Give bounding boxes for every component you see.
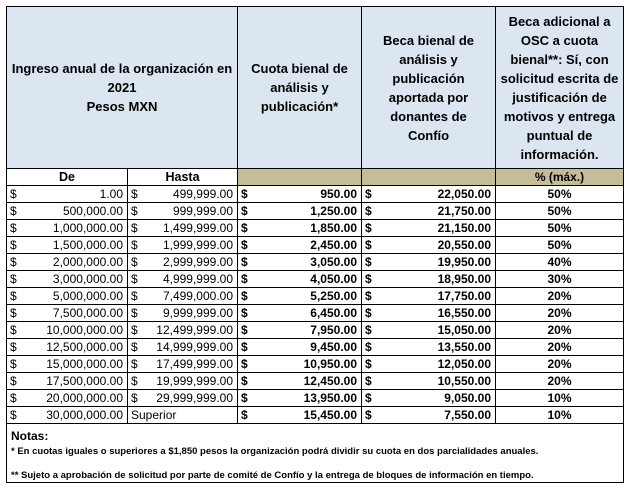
currency-symbol: $ — [10, 357, 17, 371]
table-row — [7, 220, 624, 237]
to-value: 2,999,999.00 — [162, 255, 234, 269]
cell-fee — [238, 390, 362, 407]
currency-symbol: $ — [365, 306, 372, 320]
currency-symbol: $ — [241, 340, 248, 354]
cell-to — [128, 271, 238, 288]
from-value: 10,000,000.00 — [46, 323, 123, 337]
cell-pct: 50% — [496, 203, 624, 220]
to-value: 29,999,999.00 — [156, 391, 234, 405]
grant-value: 18,950.00 — [437, 272, 492, 286]
cell-grant — [362, 288, 496, 305]
table-row — [7, 237, 624, 254]
from-value: 2,000,000.00 — [52, 255, 123, 269]
table-row — [7, 322, 624, 339]
currency-symbol: $ — [131, 340, 138, 354]
cell-from — [7, 203, 128, 220]
currency-symbol: $ — [241, 272, 248, 286]
cell-grant — [362, 271, 496, 288]
cell-grant — [362, 322, 496, 339]
grant-value: 19,950.00 — [437, 255, 492, 269]
cell-grant — [362, 390, 496, 407]
table-row — [7, 254, 624, 271]
from-value: 1,000,000.00 — [52, 221, 123, 235]
cell-fee — [238, 254, 362, 271]
cell-pct: 20% — [496, 356, 624, 373]
from-value: 30,000,000.00 — [46, 408, 123, 422]
cell-to — [128, 237, 238, 254]
cell-fee — [238, 407, 362, 424]
fee-value: 1,250.00 — [310, 204, 358, 218]
from-value: 20,000,000.00 — [46, 391, 123, 405]
currency-symbol: $ — [365, 238, 372, 252]
currency-symbol: $ — [241, 374, 248, 388]
table-row — [7, 186, 624, 203]
cell-grant — [362, 339, 496, 356]
currency-symbol: $ — [241, 204, 248, 218]
grant-value: 21,750.00 — [437, 204, 492, 218]
cell-pct: 20% — [496, 373, 624, 390]
currency-symbol: $ — [131, 306, 138, 320]
currency-symbol: $ — [241, 306, 248, 320]
currency-symbol: $ — [131, 187, 138, 201]
from-value: 1.00 — [99, 187, 123, 201]
header-row — [7, 7, 624, 169]
currency-symbol: $ — [241, 391, 248, 405]
to-value: 1,499,999.00 — [162, 221, 234, 235]
grant-header — [362, 7, 496, 169]
fee-value: 6,450.00 — [310, 306, 358, 320]
cell-to — [128, 339, 238, 356]
currency-symbol: $ — [131, 255, 138, 269]
currency-symbol: $ — [365, 204, 372, 218]
income-header-line1: Ingreso anual de la organización en — [11, 61, 233, 76]
to-value: 17,499,999.00 — [156, 357, 234, 371]
currency-symbol: $ — [365, 255, 372, 269]
cell-from — [7, 356, 128, 373]
cell-to — [128, 203, 238, 220]
currency-symbol: $ — [10, 408, 17, 422]
cell-grant — [362, 186, 496, 203]
currency-symbol: $ — [365, 289, 372, 303]
cell-pct: 50% — [496, 220, 624, 237]
currency-symbol: $ — [241, 238, 248, 252]
currency-symbol: $ — [10, 340, 17, 354]
from-value: 7,500,000.00 — [52, 306, 123, 320]
currency-symbol: $ — [365, 272, 372, 286]
cell-fee — [238, 305, 362, 322]
currency-symbol: $ — [131, 272, 138, 286]
table-row — [7, 305, 624, 322]
subheader-row — [7, 169, 624, 186]
to-value: 999,999.00 — [172, 204, 234, 218]
fee-value: 950.00 — [320, 187, 358, 201]
cell-grant — [362, 373, 496, 390]
currency-symbol: $ — [241, 323, 248, 337]
currency-symbol: $ — [241, 289, 248, 303]
cell-from — [7, 186, 128, 203]
currency-symbol: $ — [10, 323, 17, 337]
cell-from — [7, 390, 128, 407]
currency-symbol: $ — [241, 255, 248, 269]
grant-value: 10,550.00 — [437, 374, 492, 388]
cell-to — [128, 288, 238, 305]
cell-fee — [238, 237, 362, 254]
cell-pct: 10% — [496, 390, 624, 407]
currency-symbol: $ — [241, 408, 248, 422]
grant-value: 17,750.00 — [437, 289, 492, 303]
from-value: 5,000,000.00 — [52, 289, 123, 303]
cell-pct: 20% — [496, 288, 624, 305]
currency-symbol: $ — [365, 391, 372, 405]
grant-subheader — [362, 169, 496, 186]
cell-from — [7, 407, 128, 424]
currency-symbol: $ — [365, 357, 372, 371]
from-value: 15,000,000.00 — [46, 357, 123, 371]
fee-value: 3,050.00 — [310, 255, 358, 269]
fee-header — [238, 7, 362, 169]
from-subheader: De — [7, 169, 128, 186]
cell-from — [7, 237, 128, 254]
currency-symbol: $ — [10, 391, 17, 405]
cell-grant — [362, 407, 496, 424]
fee-value: 7,950.00 — [310, 323, 358, 337]
cell-fee — [238, 288, 362, 305]
cell-to — [128, 254, 238, 271]
cell-grant — [362, 305, 496, 322]
currency-symbol: $ — [131, 204, 138, 218]
cell-fee — [238, 373, 362, 390]
note-1: * En cuotas iguales o superiores a $1,850 pesos la organización podrá dividir su cuota en dos parcialidades anuales. — [11, 446, 539, 457]
currency-symbol: $ — [365, 221, 372, 235]
fee-header-text: Cuota bienal de análisis y publicación* — [251, 61, 348, 114]
table-row — [7, 339, 624, 356]
currency-symbol: $ — [365, 340, 372, 354]
from-value: 3,000,000.00 — [52, 272, 123, 286]
extra-grant-header — [496, 7, 624, 169]
cell-fee — [238, 339, 362, 356]
cell-grant — [362, 356, 496, 373]
to-value: 7,499,000.00 — [162, 289, 234, 303]
currency-symbol: $ — [131, 238, 138, 252]
fee-value: 1,850.00 — [310, 221, 358, 235]
from-value: 500,000.00 — [62, 204, 123, 218]
table-row — [7, 203, 624, 220]
to-value: 9,999,999.00 — [162, 306, 234, 320]
cell-pct: 20% — [496, 305, 624, 322]
cell-fee — [238, 356, 362, 373]
cell-to — [128, 407, 238, 424]
currency-symbol: $ — [131, 221, 138, 235]
table-row — [7, 373, 624, 390]
cell-pct: 20% — [496, 322, 624, 339]
from-value: 12,500,000.00 — [46, 340, 123, 354]
table-row-last — [7, 407, 624, 424]
cell-from — [7, 305, 128, 322]
currency-symbol: $ — [365, 408, 372, 422]
currency-symbol: $ — [10, 221, 17, 235]
grant-value: 7,550.00 — [444, 408, 492, 422]
notes-row — [7, 424, 624, 483]
note-2: ** Sujeto a aprobación de solicitud por parte de comité de Confío y la entrega de bloques de información en tiempo. — [11, 470, 534, 481]
fee-value: 2,450.00 — [310, 238, 358, 252]
cell-from — [7, 288, 128, 305]
grant-header-text: Beca bienal de análisis y publicación aportada por donantes de Confío — [382, 32, 475, 143]
cell-from — [7, 254, 128, 271]
fee-value: 9,450.00 — [310, 340, 358, 354]
grant-value: 21,150.00 — [437, 221, 492, 235]
currency-symbol: $ — [365, 374, 372, 388]
cell-fee — [238, 220, 362, 237]
notes-title: Notas: — [11, 429, 49, 443]
currency-symbol: $ — [10, 289, 17, 303]
currency-symbol: $ — [10, 306, 17, 320]
grant-value: 15,050.00 — [437, 323, 492, 337]
cell-from — [7, 220, 128, 237]
cell-to — [128, 305, 238, 322]
currency-symbol: $ — [10, 238, 17, 252]
grant-value: 22,050.00 — [437, 187, 492, 201]
cell-grant — [362, 237, 496, 254]
to-value: 12,499,999.00 — [156, 323, 234, 337]
to-value: Superior — [131, 408, 177, 422]
to-value: 499,999.00 — [172, 187, 234, 201]
cell-pct: 10% — [496, 407, 624, 424]
currency-symbol: $ — [10, 272, 17, 286]
cell-fee — [238, 271, 362, 288]
fee-table — [6, 6, 624, 483]
currency-symbol: $ — [241, 187, 248, 201]
from-value: 17,500,000.00 — [46, 374, 123, 388]
currency-symbol: $ — [241, 221, 248, 235]
pct-subheader: % (máx.) — [496, 169, 624, 186]
grant-value: 12,050.00 — [437, 357, 492, 371]
cell-grant — [362, 220, 496, 237]
cell-fee — [238, 186, 362, 203]
currency-symbol: $ — [131, 391, 138, 405]
fee-value: 4,050.00 — [310, 272, 358, 286]
extra-grant-header-text: Beca adicional a OSC a cuota bienal**: Sí, con solicitud escrita de justificación de motivos y entrega puntual de información. — [500, 13, 619, 162]
cell-grant — [362, 203, 496, 220]
cell-pct: 20% — [496, 339, 624, 356]
cell-from — [7, 373, 128, 390]
fee-value: 15,450.00 — [303, 408, 358, 422]
fee-subheader — [238, 169, 362, 186]
cell-fee — [238, 203, 362, 220]
table-row — [7, 271, 624, 288]
cell-to — [128, 373, 238, 390]
currency-symbol: $ — [131, 323, 138, 337]
to-value: 14,999,999.00 — [156, 340, 234, 354]
currency-symbol: $ — [10, 374, 17, 388]
income-header-line2: 2021 — [107, 80, 137, 95]
cell-pct: 50% — [496, 237, 624, 254]
currency-symbol: $ — [131, 289, 138, 303]
cell-to — [128, 220, 238, 237]
currency-symbol: $ — [241, 357, 248, 371]
cell-to — [128, 186, 238, 203]
fee-value: 5,250.00 — [310, 289, 358, 303]
currency-symbol: $ — [365, 187, 372, 201]
income-header — [7, 7, 238, 169]
cell-pct: 30% — [496, 271, 624, 288]
cell-to — [128, 322, 238, 339]
fee-value: 12,450.00 — [303, 374, 358, 388]
grant-value: 20,550.00 — [437, 238, 492, 252]
to-subheader: Hasta — [128, 169, 238, 186]
cell-pct: 50% — [496, 186, 624, 203]
table-row — [7, 288, 624, 305]
fee-value: 13,950.00 — [303, 391, 358, 405]
cell-from — [7, 271, 128, 288]
cell-from — [7, 339, 128, 356]
to-value: 1,999,999.00 — [162, 238, 234, 252]
cell-pct: 40% — [496, 254, 624, 271]
cell-to — [128, 356, 238, 373]
grant-value: 9,050.00 — [444, 391, 492, 405]
notes-section — [7, 424, 624, 483]
currency-symbol: $ — [10, 204, 17, 218]
to-value: 19,999,999.00 — [156, 374, 234, 388]
to-value: 4,999,999.00 — [162, 272, 234, 286]
currency-symbol: $ — [131, 357, 138, 371]
table-row — [7, 356, 624, 373]
table-row — [7, 390, 624, 407]
cell-grant — [362, 254, 496, 271]
currency-symbol: $ — [10, 187, 17, 201]
currency-symbol: $ — [10, 255, 17, 269]
fee-value: 10,950.00 — [303, 357, 358, 371]
from-value: 1,500,000.00 — [52, 238, 123, 252]
cell-from — [7, 322, 128, 339]
currency-symbol: $ — [365, 323, 372, 337]
income-header-line3: Pesos MXN — [86, 99, 158, 114]
currency-symbol: $ — [131, 374, 138, 388]
grant-value: 16,550.00 — [437, 306, 492, 320]
cell-fee — [238, 322, 362, 339]
grant-value: 13,550.00 — [437, 340, 492, 354]
cell-to — [128, 390, 238, 407]
